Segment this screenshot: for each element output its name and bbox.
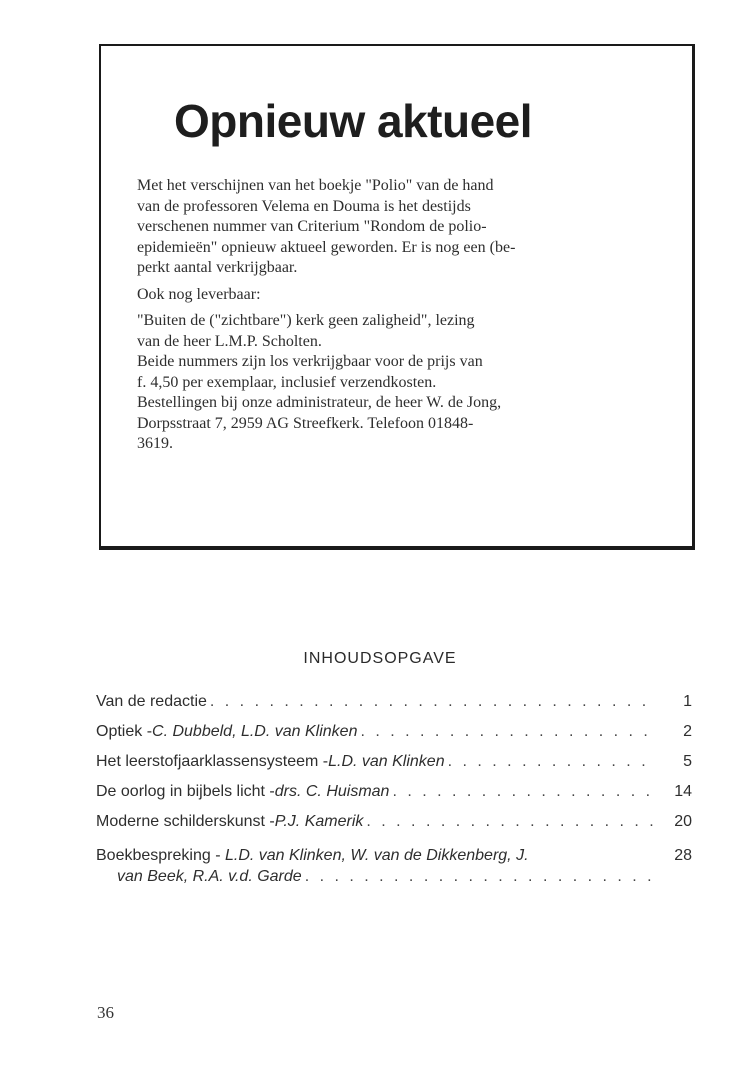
announcement-line: van de heer L.M.P. Scholten. [137, 332, 322, 350]
toc-page-number: 20 [674, 813, 692, 830]
page-number: 36 [97, 1003, 114, 1022]
announcement-line: "Buiten de ("zichtbare") kerk geen zaligheid", lezing [137, 312, 475, 329]
announcement-line: epidemieën" opnieuw aktueel geworden. Er is nog een (be- [137, 238, 516, 256]
toc-page-number: 2 [683, 723, 692, 740]
toc-entry[interactable] [96, 693, 692, 723]
toc-page-number: 28 [674, 847, 692, 864]
toc-entry[interactable] [96, 845, 692, 887]
toc-entry-title: Van de redactie [96, 693, 207, 710]
dot-leader [305, 866, 656, 887]
toc-entry-title: Boekbespreking - [96, 847, 225, 864]
toc-entry[interactable] [96, 723, 692, 753]
toc-page-number: 14 [674, 783, 692, 800]
announcement-line: Beide nummers zijn los verkrijgbaar voor de prijs van [137, 353, 483, 370]
toc-entry-title: Moderne schilderskunst - [96, 813, 275, 830]
announcement-line: Bestellingen bij onze administrateur, de heer W. de Jong, [137, 394, 502, 411]
table-of-contents [96, 693, 692, 887]
toc-entry-author: P.J. Kamerik [274, 813, 364, 830]
toc-entry[interactable] [96, 813, 692, 843]
toc-entry[interactable] [96, 753, 692, 783]
dot-leader [366, 813, 656, 831]
announcement-text [137, 176, 672, 455]
announcement-line: perkt aantal verkrijgbaar. [137, 259, 298, 276]
toc-entry-author-continued: van Beek, R.A. v.d. Garde [117, 868, 302, 885]
announcement-line: verschenen nummer van Criterium "Rondom de polio- [137, 218, 487, 235]
announcement-line: Met het verschijnen van het boekje "Polio" van de hand [137, 177, 494, 194]
announcement-box [99, 44, 695, 550]
toc-entry-author: L.D. van Klinken, W. van de Dikkenberg, J. [224, 847, 529, 864]
toc-title: INHOUDSOPGAVE [303, 650, 457, 667]
announcement-line: f. 4,50 per exemplaar, inclusief verzendkosten. [137, 373, 437, 391]
toc-entry-title: Optiek - [96, 723, 153, 740]
toc-entry[interactable] [96, 783, 692, 813]
also-available-label: Ook nog leverbaar: [137, 285, 261, 303]
announcement-line: Dorpsstraat 7, 2959 AG Streefkerk. Telefoon 01848- [137, 414, 474, 432]
dot-leader [360, 723, 656, 741]
announcement-line: 3619. [137, 435, 173, 452]
toc-entry-author: C. Dubbeld, L.D. van Klinken [152, 723, 358, 740]
toc-entry-author: L.D. van Klinken [328, 753, 445, 770]
toc-page-number: 1 [683, 693, 692, 710]
dot-leader [448, 753, 656, 771]
dot-leader [392, 783, 656, 801]
toc-entry-title: Het leerstofjaarklassensysteem - [96, 753, 329, 770]
announcement-headline: Opnieuw aktueel [174, 95, 533, 147]
toc-entry-author: drs. C. Huisman [274, 783, 390, 800]
announcement-line: van de professoren Velema en Douma is het destijds [137, 197, 471, 215]
dot-leader [210, 693, 656, 711]
toc-page-number: 5 [683, 753, 692, 770]
toc-entry-title: De oorlog in bijbels licht - [96, 783, 275, 800]
